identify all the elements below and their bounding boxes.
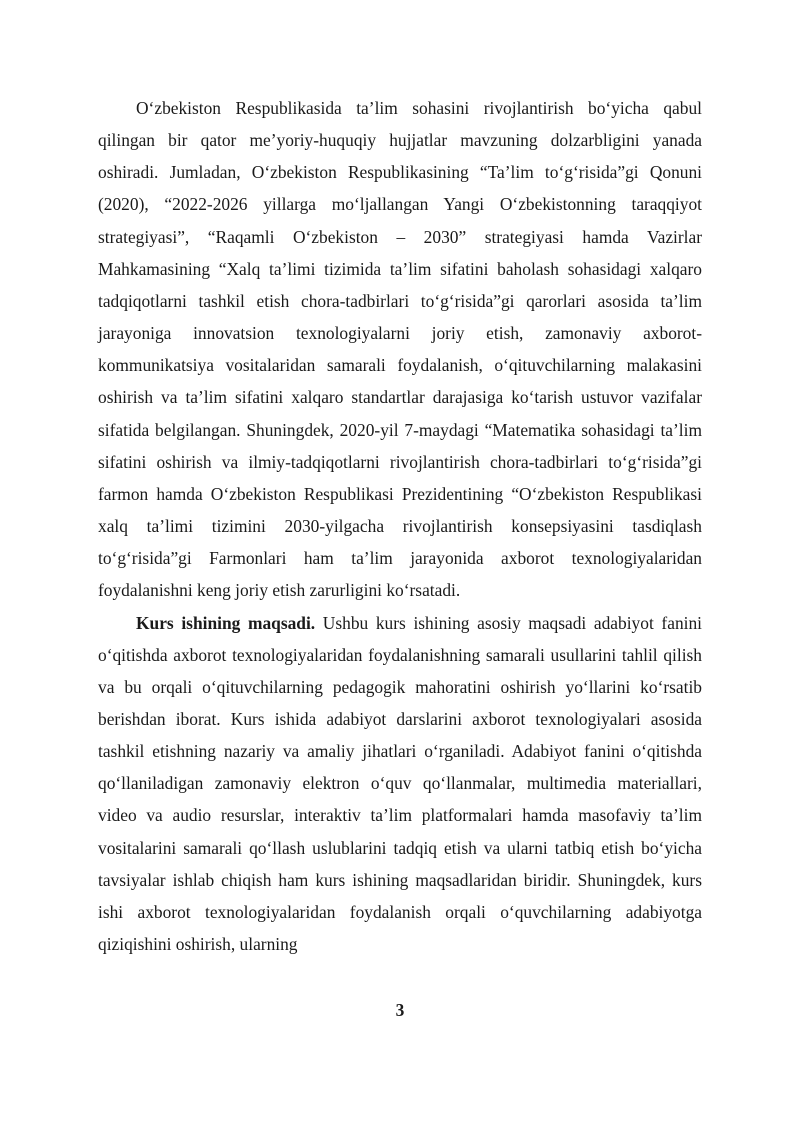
- paragraph-text: O‘zbekiston Respublikasida ta’lim sohasini rivojlantirish bo‘yicha qabul qilingan bir qator me’yoriy-huquqiy hujjatlar mavzuning dolzarbligini yanada oshiradi. Jumladan, O‘zbekiston Respublikasining “Ta’lim to‘g‘risida”gi Qonuni (2020), “2022-2026 yillarga mo‘ljallangan Yangi O‘zbekistonning taraqqiyot strategiyasi”, “Raqamli O‘zbekiston – 2030” strategiyasi hamda Vazirlar Mahkamasining “Xalq ta’limi tizimida ta’lim sifatini baholash sohasidagi xalqaro tadqiqotlarni tashkil etish chora-tadbirlari to‘g‘risida”gi qarorlari asosida ta’lim jarayoniga innovatsion texnologiyalarni joriy etish, zamonaviy axborot-kommunikatsiya vositalaridan samarali foydalanish, o‘qituvchilarning malakasini oshirish va ta’lim sifatini xalqaro standartlar darajasiga ko‘tarish ustuvor vazifalar sifatida belgilangan. Shuningdek, 2020-yil 7-maydagi “Matematika sohasidagi ta’lim sifatini oshirish va ilmiy-tadqiqotlarni rivojlantirish chora-tadbirlari to‘g‘risida”gi farmon hamda O‘zbekiston Respublikasi Prezidentining “O‘zbekiston Respublikasi xalq ta’limi tizimini 2030-yilgacha rivojlantirish konsepsiyasini tasdiqlash to‘g‘risida”gi Farmonlari ham ta’lim jarayonida axborot texnologiyalaridan foydalanishni keng joriy etish zarurligini ko‘rsatadi.: [98, 98, 702, 601]
- section-lead-heading: Kurs ishining maqsadi.: [136, 612, 316, 633]
- page-number: 3: [395, 1000, 405, 1020]
- paragraph-text: Ushbu kurs ishining asosiy maqsadi adabiyot fanini o‘qitishda axborot texnologiyalaridan foydalanishning samarali usullarini tahlil qilish va bu orqali o‘qituvchilarning pedagogik mahoratini oshirish yo‘llarini ko‘rsatib berishdan iborat. Kurs ishida adabiyot darslarini axborot texnologiyalari asosida tashkil etishning nazariy va amaliy jihatlari o‘rganiladi. Adabiyot fanini o‘qitishda qo‘llaniladigan zamonaviy elektron o‘quv qo‘llanmalar, multimedia materiallari, video va audio resurslar, interaktiv ta’lim platformalari hamda masofaviy ta’lim vositalarini samarali qo‘llash uslublarini tadqiq etish va ularni tatbiq etish bo‘yicha tavsiyalar ishlab chiqish ham kurs ishining maqsadlaridan biridir. Shuningdek, kurs ishi axborot texnologiyalaridan foydalanish orqali o‘quvchilarning adabiyotga qiziqishini oshirish, ularning: [98, 612, 702, 955]
- course-goal-paragraph: [98, 607, 702, 961]
- body-paragraph: [98, 92, 702, 607]
- document-page: [98, 92, 702, 960]
